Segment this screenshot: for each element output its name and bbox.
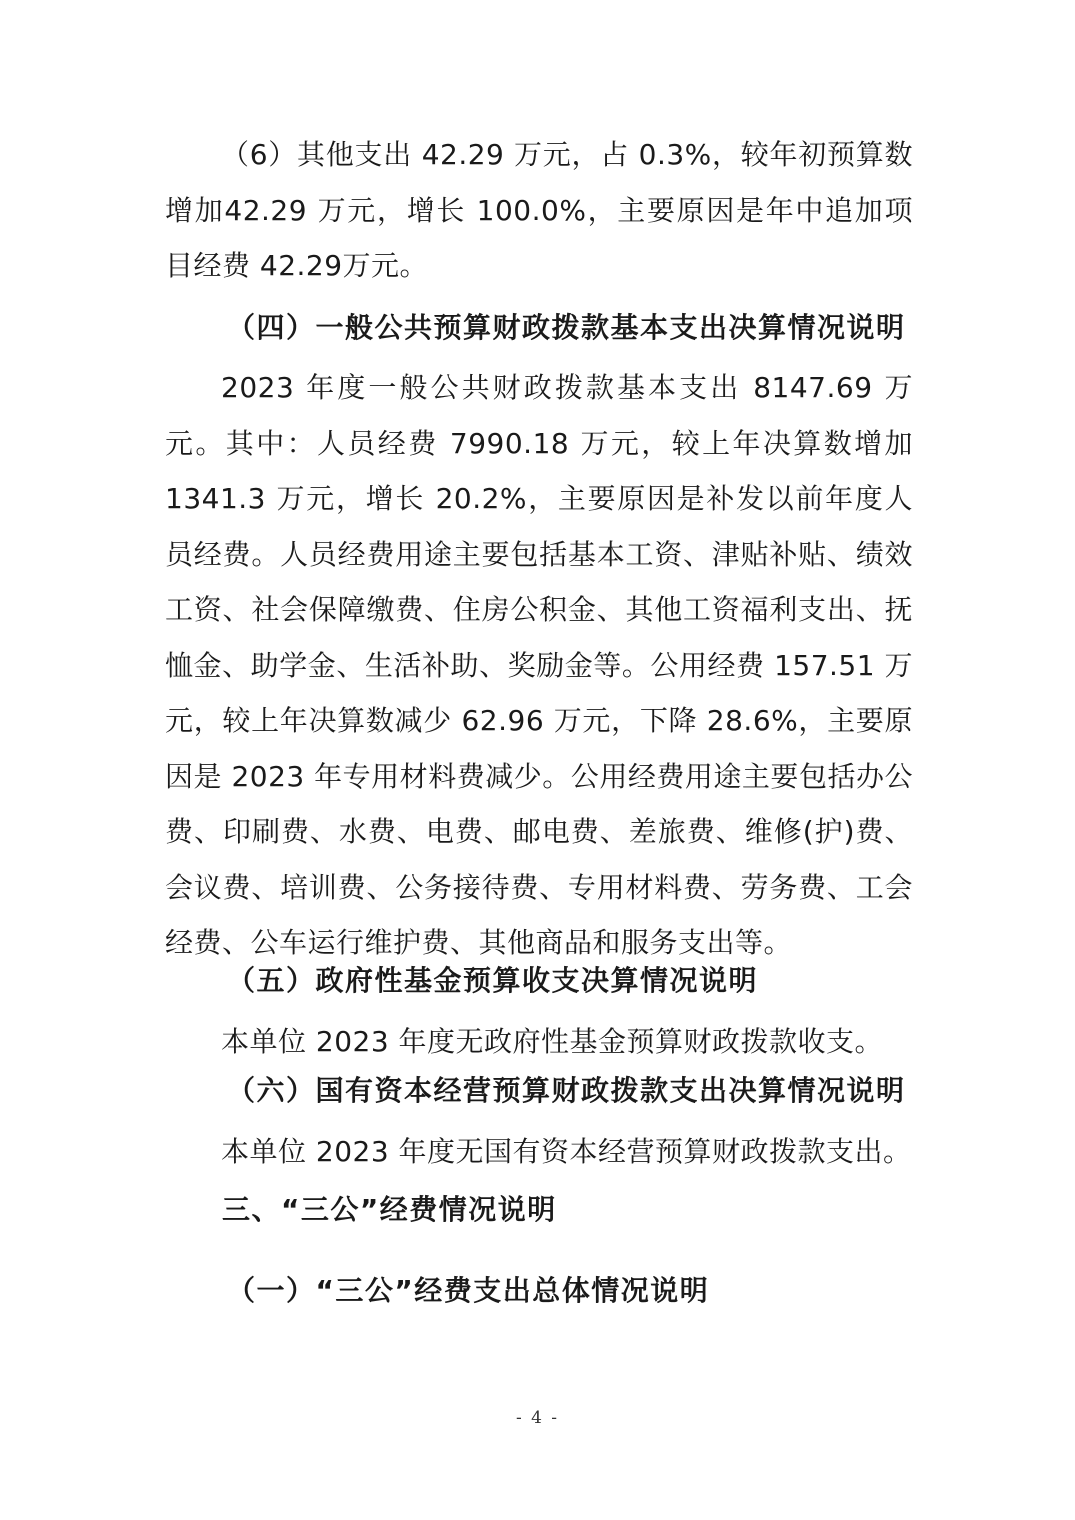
page-number: - 4 - (515, 1408, 560, 1428)
heading-basic-expense: （四）一般公共预算财政拨款基本支出决算情况说明 (227, 311, 906, 344)
heading-three-public-overall: （一）“三公”经费支出总体情况说明 (227, 1274, 710, 1307)
paragraph-state-capital: 本单位 2023 年度无国有资本经营预算财政拨款支出。 (221, 1135, 912, 1168)
paragraph-gov-fund: 本单位 2023 年度无政府性基金预算财政拨款收支。 (221, 1025, 884, 1058)
heading-state-capital: （六）国有资本经营预算财政拨款支出决算情况说明 (227, 1074, 906, 1107)
heading-gov-fund: （五）政府性基金预算收支决算情况说明 (227, 964, 759, 997)
paragraph-other-expense: （6）其他支出 42.29 万元，占 0.3%，较年初预算数增加42.29 万元，增长 100.0%，主要原因是年中追加项目经费 42.29万元。 (165, 138, 913, 282)
paragraph-basic-expense: 2023 年度一般公共财政拨款基本支出 8147.69 万元。其中：人员经费 7990.18 万元，较上年决算数增加 1341.3 万元，增长 20.2%，主要原因是补发以前年度人员经费。人员经费用途主要包括基本工资、津贴补贴、绩效工资、社会保障缴费、住房公积金、其他工资福利支出、抚恤金、助学金、生活补助、奖励金等。公用经费 157.51 万元，较上年决算数减少 62.96 万元，下降 28.6%，主要原因是 2023 年专用材料费减少。公用经费用途主要包括办公费、印刷费、水费、电费、邮电费、差旅费、维修(护)费、会议费、培训费、公务接待费、专用材料费、劳务费、工会经费、公车运行维护费、其他商品和服务支出等。 (165, 371, 913, 959)
heading-three-public: 三、“三公”经费情况说明 (222, 1193, 557, 1226)
